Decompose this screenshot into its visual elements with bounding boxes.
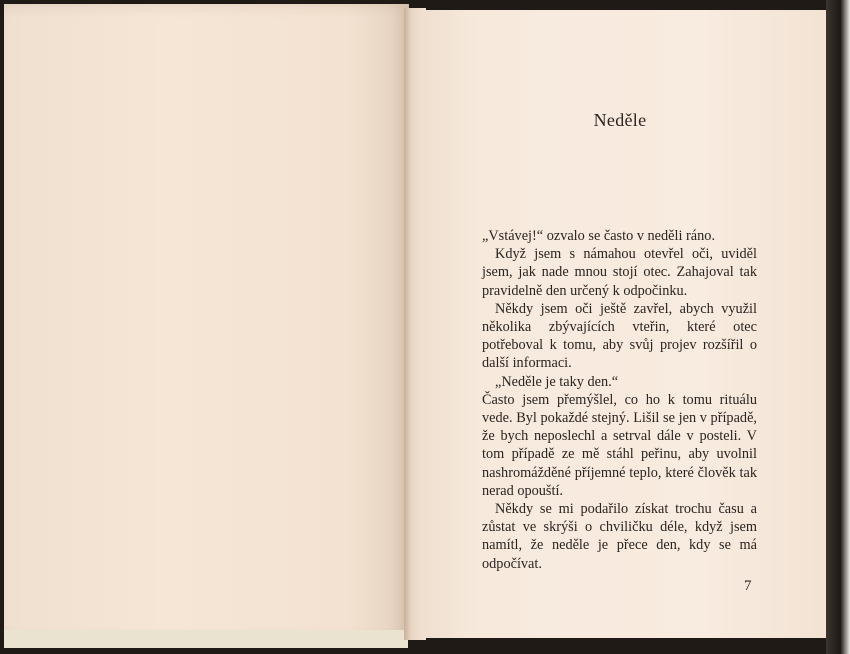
paragraph: „Vstávej!“ ozvalo se často v neděli ráno. <box>482 228 716 244</box>
paragraph: Často jsem přemýšlel, co ho k tomu rituálu vede. Byl pokaždé stejný. Lišil se jen v případě, že bych neposlechl a setrval dále v posteli. V tom případě ze mě stáhl peřinu, aby uvolnil nashromážděné příjemné teplo, které člověk tak nerad opouští. <box>482 391 757 499</box>
paragraph: „Neděle je taky den.“ <box>495 373 619 390</box>
left-page-blank <box>4 4 409 640</box>
right-cover-edge <box>826 0 850 654</box>
left-page-bottom-edge <box>4 630 408 648</box>
paragraph: Někdy jsem oči ještě zavřel, abych využil několika zbývajících vteřin, které otec potřeboval k tomu, aby svůj projev rozšířil o další informaci. <box>482 300 757 372</box>
paragraph: Někdy se mi podařilo získat trochu času a zůstat ve skrýši o chviličku déle, když jsem namítl, že neděle je přece den, kdy se má odpočívat. <box>482 501 757 572</box>
chapter-title: Neděle <box>593 110 647 130</box>
paragraph: Když jsem s námahou otevřel oči, uviděl jsem, jak nade mnou stojí otec. Zahajoval tak pravidelně den určený k odpočinku. <box>482 246 757 299</box>
chapter-body-text <box>482 227 757 573</box>
page-number: 7 <box>744 578 752 594</box>
